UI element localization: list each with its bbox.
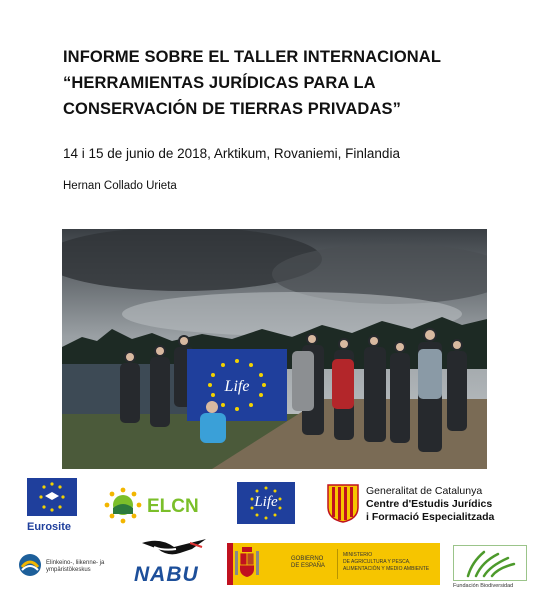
life-logo — [237, 482, 295, 524]
generalitat-logo — [326, 483, 526, 527]
nabu-label: NABU — [134, 563, 199, 586]
ely-line2: ympäristökeskus — [46, 567, 91, 573]
author-name: Hernan Collado Urieta — [63, 180, 177, 192]
ministerio-line2: DE AGRICULTURA Y PESCA, — [343, 559, 411, 565]
biodiversidad-label: Fundación Biodiversidad — [453, 583, 514, 589]
nabu-logo — [134, 535, 220, 593]
gobierno-line1: GOBIERNO — [291, 556, 324, 562]
report-title — [63, 44, 503, 122]
spain-coat-of-arms-icon — [227, 543, 267, 585]
title-line-3: CONSERVACIÓN DE TIERRAS PRIVADAS” — [63, 100, 401, 118]
ely-logo — [18, 551, 128, 581]
gobierno-ministerio-logo — [227, 543, 440, 585]
ely-line1: Elinkeino-, liikenne- ja — [46, 560, 105, 566]
generalitat-line3: i Formació Especialitzada — [366, 511, 495, 523]
ministerio-line3: ALIMENTACIÓN Y MEDIO AMBIENTE — [343, 566, 430, 572]
ministerio-line1: MINISTERIO — [343, 552, 373, 558]
biodiversidad-logo — [451, 545, 529, 591]
eurosite-logo — [27, 478, 81, 536]
generalitat-line2: Centre d'Estudis Jurídics — [366, 498, 493, 510]
ely-emblem-icon — [18, 553, 42, 577]
elcn-emblem-icon — [103, 486, 143, 526]
elcn-label: ELCN — [147, 496, 199, 517]
title-line-2: “HERRAMIENTAS JURÍDICAS PARA LA — [63, 74, 376, 92]
photo-flag-life-text: Life — [224, 378, 250, 395]
life-label: Life — [254, 494, 278, 510]
catalan-shield-icon — [326, 483, 360, 523]
title-line-1: INFORME SOBRE EL TALLER INTERNACIONAL — [63, 48, 442, 66]
elcn-logo — [103, 486, 213, 526]
group-photo — [62, 229, 487, 469]
event-dates: 14 i 15 de junio de 2018, Arktikum, Rovaniemi, Finlandia — [63, 146, 400, 161]
generalitat-line1: Generalitat de Catalunya — [366, 485, 483, 497]
eurosite-label: Eurosite — [27, 521, 72, 533]
gobierno-line2: DE ESPAÑA — [291, 563, 325, 569]
biodiversidad-grass-icon — [453, 545, 527, 581]
stork-icon — [140, 535, 210, 563]
